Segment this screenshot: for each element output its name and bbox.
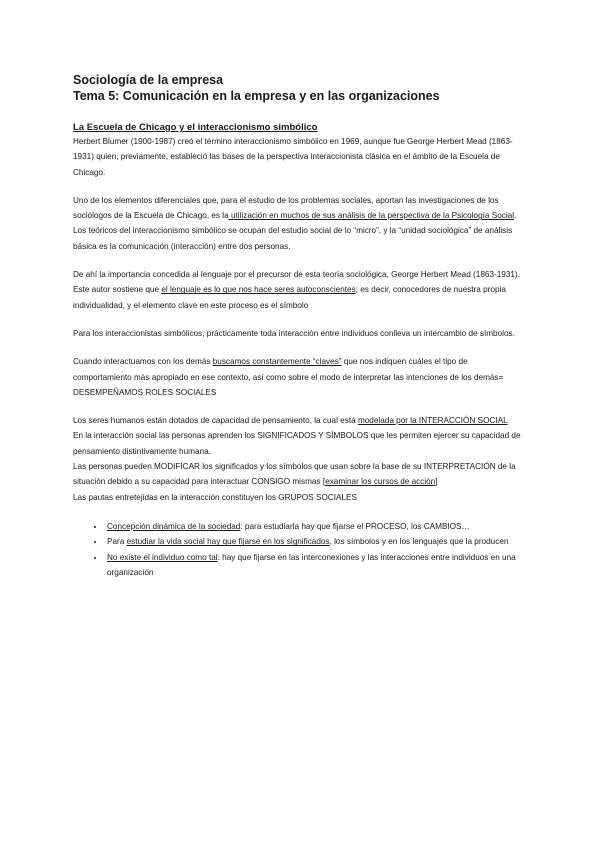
document-subtitle: Tema 5: Comunicación en la empresa y en las organizaciones	[73, 89, 440, 103]
paragraph-social-groups: Las pautas entretejidas en la interacción constituyen los GRUPOS SOCIALES	[73, 492, 357, 502]
document-page	[73, 72, 528, 580]
paragraph-symbol-exchange: Para los interaccionistas simbólicos, prácticamente toda interacción entre individuos conlleva un intercambio de símbolos.	[73, 328, 515, 338]
paragraph-social-roles: Cuando interactuamos con los demás buscamos constantemente “claves” que nos indiquen cuáles el tipo de comportamiento más apropiado en ese contexto, así como sobre el modo de interpretar las intenciones de los demás= DESEMPEÑAMOS ROLES SOCIALES	[73, 357, 504, 397]
paragraph-modify-meanings: Las personas pueden MODIFICAR los significados y los símbolos que usan sobre la base de su INTERPRETACIÓN de la situación debido a su capacidad para interactuar CONSIGO mismas [examinar los cursos de acción]	[73, 462, 516, 487]
bullet-list	[73, 519, 528, 580]
document-title: Sociología de la empresa	[73, 73, 224, 87]
list-item: • Para estudiar la vida social hay que fijarse en los significados, los símbolos y en los lenguajes que la producen	[105, 534, 528, 549]
list-item: • Concepción dinámica de la sociedad: para estudiarla hay que fijarse el PROCESO, los CAMBIOS…	[105, 519, 528, 534]
list-item: • No existe el individuo como tal: hay que fijarse en las interconexiones y las interacciones entre individuos en una organización	[105, 550, 528, 581]
paragraph-chicago-school: Uno de los elementos diferenciales que, para el estudio de los problemas sociales, aportan las investigaciones de los sociólogos de la Escuela de Chicago, es la utilización en muchos de sus análisis de la perspectiva de la Psicología Social. Los teóricos del interaccionismo simbólico se ocupan del estudio social de lo “micro”, y la “unidad sociológica” de análisis básica es la comunicación (interacción) entre dos personas.	[73, 195, 517, 251]
section-title: La Escuela de Chicago y el interaccionismo simbólico	[73, 122, 318, 133]
paragraph-meanings-symbols: En la interacción social las personas aprenden los SIGNIFICADOS Y SÍMBOLOS que les permiten ejercer su capacidad de pensamiento distintivamente humana.	[73, 431, 521, 456]
paragraph-blumer: Herbert Blumer (1900-1987) creó el término interaccionismo simbólico en 1969, aunque fue George Herbert Mead (1863-1931) quien, previamente, estableció las bases de la perspectiva interaccionista clásica en el ámbito de la Escuela de Chicago.	[73, 137, 513, 177]
paragraph-mead-language: De ahí la importancia concedida al lenguaje por el precursor de esta teoría sociológica, George Herbert Mead (1863-1931). Este autor sostiene que el lenguaje es lo que nos hace seres autoconscientes; es decir, conocedores de nuestra propia individualidad, y el elemento clave en este proceso es el símbolo	[73, 270, 520, 310]
paragraph-thinking-capacity: Los seres humanos están dotados de capacidad de pensamiento, la cual está modelada por la INTERACCIÓN SOCIAL	[73, 416, 508, 426]
